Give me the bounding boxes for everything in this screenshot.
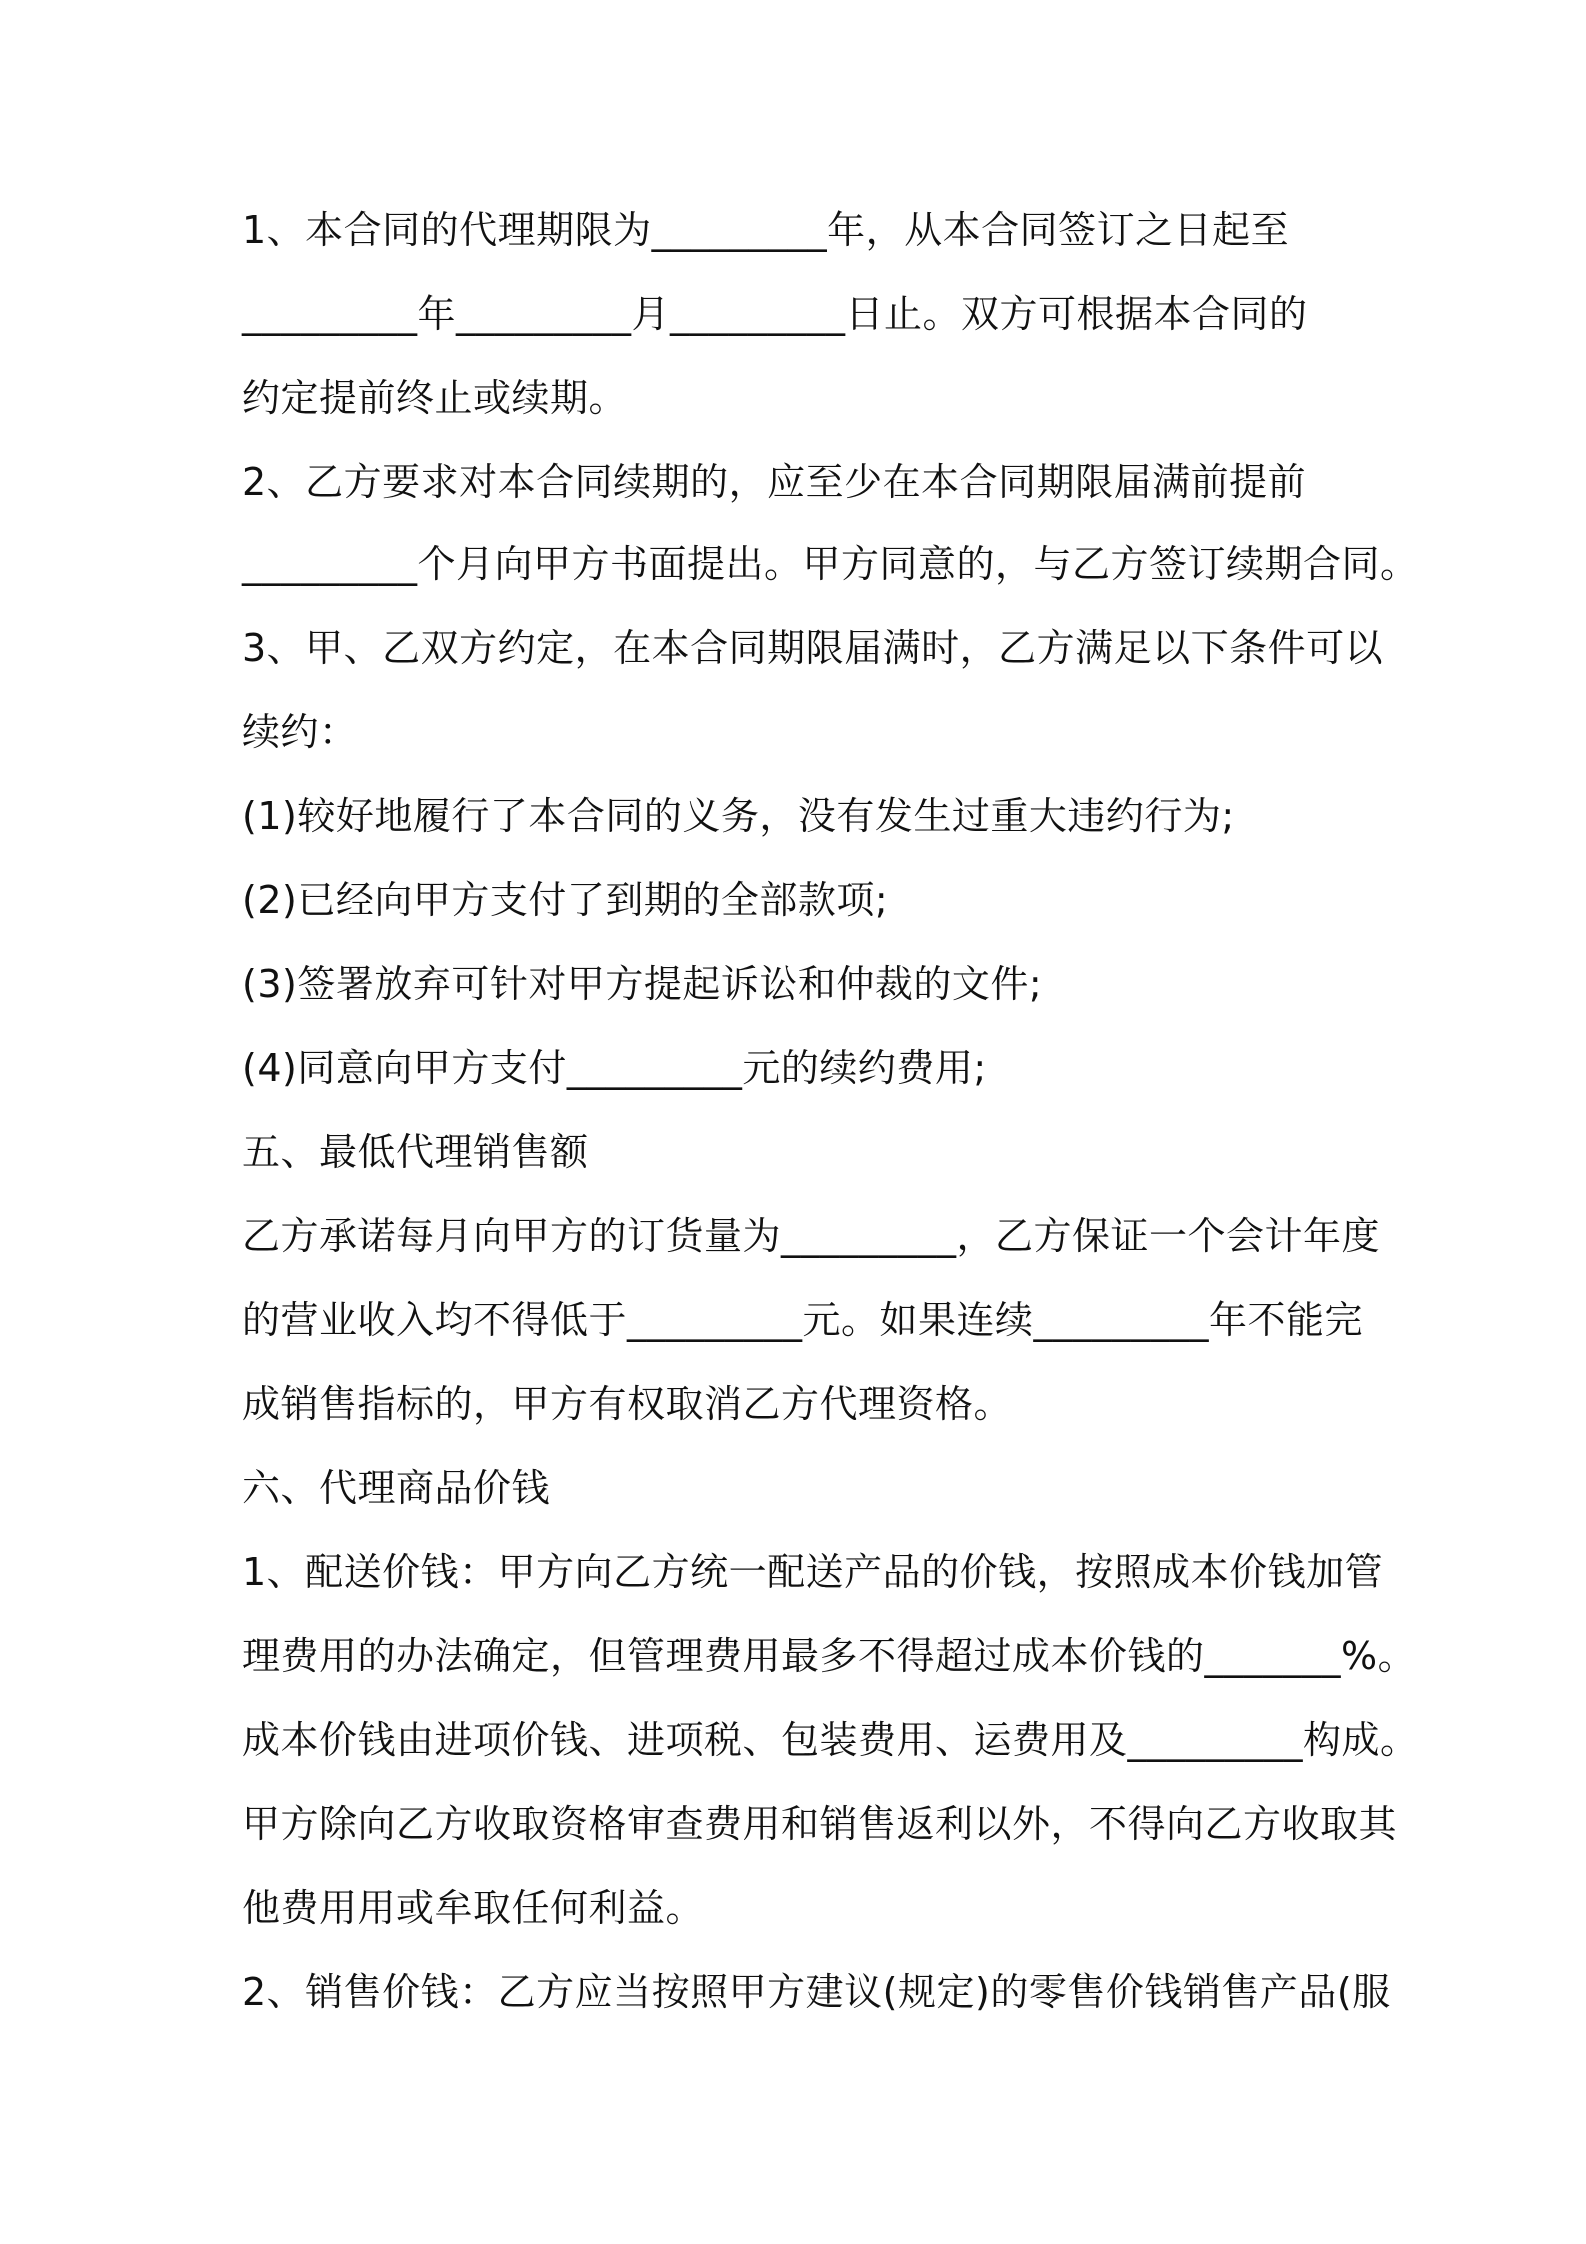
text-line: 1、配送价钱：甲方向乙方统一配送产品的价钱，按照成本价钱加管 [242, 1550, 1384, 1594]
text-line: (4)同意向甲方支付_________元的续约费用; [242, 1046, 987, 1090]
text-line: _________年_________月_________日止。双方可根据本合同的 [242, 292, 1308, 336]
text-line: 续约： [242, 710, 358, 754]
text-line: 2、乙方要求对本合同续期的，应至少在本合同期限届满前提前 [242, 460, 1307, 504]
text-line: 成本价钱由进项价钱、进项税、包装费用、运费用及_________构成。 [242, 1718, 1419, 1762]
text-line: 理费用的办法确定，但管理费用最多不得超过成本价钱的_______%。 [242, 1634, 1417, 1678]
text-line: 乙方承诺每月向甲方的订货量为_________，乙方保证一个会计年度 [242, 1214, 1381, 1258]
section-heading: 六、代理商品价钱 [242, 1466, 551, 1510]
text-line: (1)较好地履行了本合同的义务，没有发生过重大违约行为; [242, 794, 1235, 838]
section-heading: 五、最低代理销售额 [242, 1130, 589, 1174]
text-line: 1、本合同的代理期限为_________年，从本合同签订之日起至 [242, 208, 1290, 252]
text-line: 甲方除向乙方收取资格审查费用和销售返利以外，不得向乙方收取其 [242, 1802, 1398, 1846]
text-line: (2)已经向甲方支付了到期的全部款项; [242, 878, 889, 922]
text-line: 约定提前终止或续期。 [242, 376, 628, 420]
text-line: 他费用用或牟取任何利益。 [242, 1886, 705, 1930]
text-line: 3、甲、乙双方约定，在本合同期限届满时，乙方满足以下条件可以 [242, 626, 1384, 670]
text-line: 2、销售价钱：乙方应当按照甲方建议(规定)的零售价钱销售产品(服 [242, 1970, 1391, 2014]
text-line: 的营业收入均不得低于_________元。如果连续_________年不能完 [242, 1298, 1364, 1342]
text-line: _________个月向甲方书面提出。甲方同意的，与乙方签订续期合同。 [242, 542, 1419, 586]
text-line: 成销售指标的，甲方有权取消乙方代理资格。 [242, 1382, 1013, 1426]
text-line: (3)签署放弃可针对甲方提起诉讼和仲裁的文件; [242, 962, 1043, 1006]
